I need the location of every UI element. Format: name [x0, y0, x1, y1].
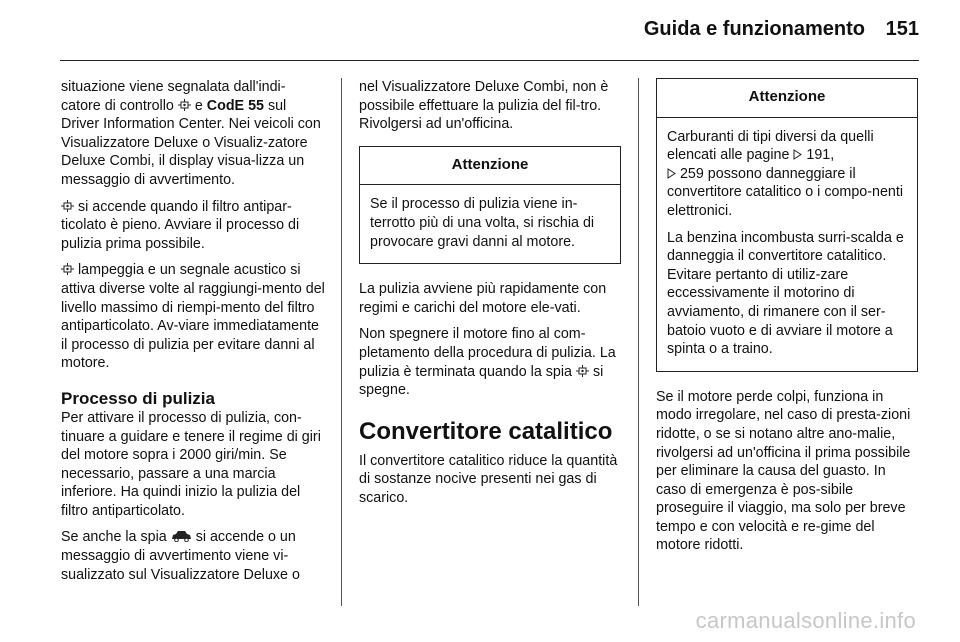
- column-divider: [341, 78, 342, 606]
- paragraph: [61, 78, 325, 190]
- paragraph: Il convertitore catalitico riduce la quantità di sostanze nocive presenti nei gas di scarico.: [359, 452, 618, 506]
- page-reference-icon: [793, 147, 802, 158]
- paragraph: [61, 528, 325, 584]
- paragraph: [61, 198, 325, 254]
- warning-text: [667, 128, 907, 221]
- column-divider: [638, 78, 639, 606]
- subheading: Processo di pulizia: [61, 388, 215, 408]
- text: Se anche la spia: [61, 529, 167, 546]
- warning-text: Se il processo di pulizia viene in-terrotto più di una volta, si rischia di provocare gravi danni al motore.: [370, 196, 595, 250]
- paragraph: [359, 325, 621, 399]
- text: si accende quando il filtro antipar-ticolato è pieno. Avviare il processo di pulizia prima possibile.: [61, 198, 300, 252]
- header-title: Guida e funzionamento: [643, 18, 865, 40]
- text: 259 possono danneggiare il convertitore catalitico o i compo-nenti elettronici.: [667, 165, 904, 219]
- page-reference: 191,: [806, 147, 835, 164]
- paragraph: [61, 261, 325, 373]
- text: situazione viene segnalata dall'indi-catore di controllo: [61, 79, 286, 114]
- text: si accende o un messaggio di avvertimento viene vi-sualizzato sul Visualizzatore Deluxe o: [61, 529, 300, 583]
- section-heading: Convertitore catalitico: [359, 417, 613, 445]
- dpf-icon: [576, 365, 589, 377]
- text: Carburanti di tipi diversi da quelli elencati alle pagine: [667, 128, 874, 164]
- text: lampeggia e un segnale acustico si attiva diverse volte al raggiungi-mento del livello massimo di riempi-mento del filtro antiparticolato. Av-viare immediatamente il processo di pulizia per evitare danni al motore.: [61, 262, 325, 372]
- paragraph: Per attivare il processo di pulizia, con-tinuare a guidare e tenere il regime di giri del motore sopra i 2000 giri/min. Se necessario, passare a una marcia inferiore. Ha quindi inizio la pulizia del filtro antiparticolato.: [61, 409, 321, 519]
- warning-box: [656, 78, 918, 372]
- text: e: [194, 97, 203, 114]
- warning-text: La benzina incombusta surri-scalda e danneggia il convertitore catalitico. Evitare pertanto di utiliz-zare eccessivamente il motorino di avviamento, di rimanere con il ser-batoio vuoto e di avviare il motore a spinta o a traino.: [667, 229, 904, 358]
- warning-box: [359, 146, 621, 264]
- warning-box-title: Attenzione: [657, 79, 917, 118]
- dpf-icon: [178, 99, 191, 111]
- page-number: 151: [885, 18, 919, 40]
- paragraph: Se il motore perde colpi, funziona in modo irregolare, nel caso di presta-zioni ridotte, o se si notano altre ano-malie, rivolgersi ad un'officina il prima possibile per eliminare la causa del guasto. In caso di emergenza è pos-sibile proseguire il viaggio, ma solo per breve tempo e con velocità e re-gime del motore ridotti.: [656, 388, 911, 554]
- text: Non spegnere il motore fino al com-pletamento della procedura di pulizia. La pulizia è terminata quando la spia: [359, 326, 616, 380]
- watermark: carmanualsonline.info: [695, 608, 916, 633]
- column-2: [359, 78, 621, 516]
- error-code: CodE 55: [206, 97, 264, 114]
- dpf-icon: [61, 200, 74, 212]
- warning-box-body: [360, 185, 620, 263]
- engine-car-icon: [171, 530, 192, 542]
- warning-box-body: [657, 118, 917, 371]
- column-1: [61, 78, 325, 592]
- paragraph: La pulizia avviene più rapidamente con regimi e carichi del motore ele-vati.: [359, 281, 607, 316]
- text: sul Driver Information Center. Nei veicoli con Visualizzatore Deluxe o Visualiz-zatore Deluxe Combi, il display visua-lizza un messaggio di avvertimento.: [61, 97, 321, 188]
- text: si spegne.: [359, 363, 604, 399]
- warning-box-title: Attenzione: [360, 147, 620, 186]
- paragraph: nel Visualizzatore Deluxe Combi, non è possibile effettuare la pulizia del fil-tro. Rivolgersi ad un'officina.: [359, 79, 609, 133]
- column-3: [656, 78, 918, 563]
- header-divider: [60, 60, 919, 61]
- page-reference-icon: [667, 166, 676, 177]
- dpf-icon: [61, 263, 74, 275]
